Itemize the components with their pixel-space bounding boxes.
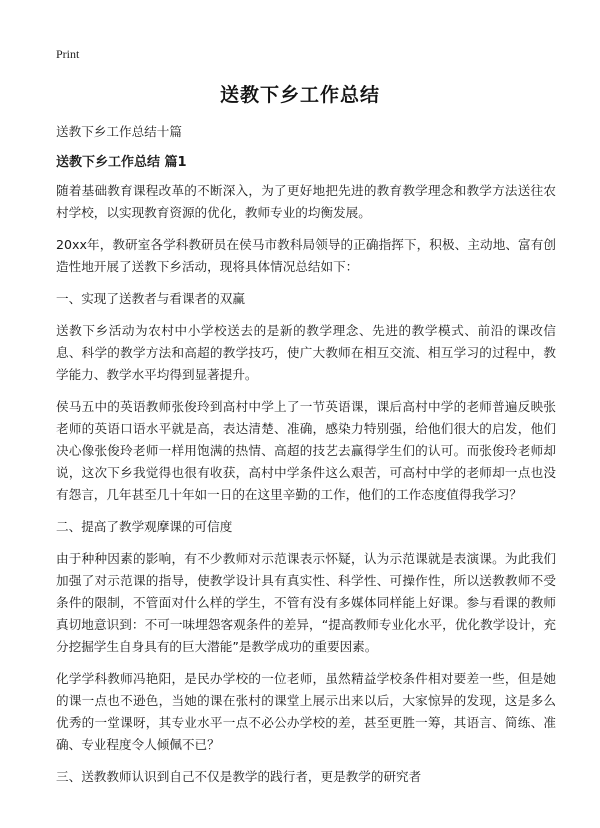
paragraph-section-1-example: 侯马五中的英语教师张俊玲到高村中学上了一节英语课，课后高村中学的老师普遍反映张老师的英语口语水平就是高，表达清楚、准确，感染力特别强，给他们很大的启发，他们决心像张俊玲老师一样用饱满的热情、高超的技艺去赢得学生们的认可。而张俊玲老师却说，这次下乡我觉得也很有收获，高村中学条件这么艰苦，可高村中学的老师却一点也没有怨言，几年甚至几十年如一日的在这里辛勤的工作，他们的工作态度值得我学习？	[56, 399, 556, 502]
paragraph-section-1-body: 送教下乡活动为农村中小学校送去的是新的教学理念、先进的教学模式、前沿的课改信息、科学的教学方法和高超的教学技巧，使广大教师在相互交流、相互学习的过程中，教学能力、教学水平均得到显著提升。	[56, 323, 556, 382]
paragraph-intro: 随着基础教育课程改革的不断深入，为了更好地把先进的教育教学理念和教学方法送往农村学校，以实现教育资源的优化，教师专业的均衡发展。	[56, 183, 556, 220]
section-heading-2: 二、提高了教学观摩课的可信度	[56, 519, 233, 534]
paragraph-section-2-example: 化学学科教师冯艳阳，是民办学校的一位老师，虽然精益学校条件相对要差一些，但是她的课一点也不逊色，当她的课在张村的课堂上展示出来以后，大家惊异的发现，这是多么优秀的一堂课呀，其专业水平一点不必公办学校的差，甚至更胜一筹，其语言、简练、准确、专业程度令人倾佩不已？	[56, 671, 556, 752]
document-subtitle: 送教下乡工作总结十篇	[56, 124, 182, 139]
document-body	[56, 121, 556, 798]
section-heading-3: 三、送教教师认识到自己不仅是教学的践行者，更是教学的研究者	[56, 769, 422, 784]
page-title: 送教下乡工作总结	[219, 84, 380, 106]
section-heading-1: 一、实现了送教者与看课者的双赢	[56, 291, 245, 306]
article-heading: 送教下乡工作总结 篇1	[56, 155, 187, 170]
paragraph-overview: 20xx年，教研室各学科教研员在侯马市教科局领导的正确指挥下，积极、主动地、富有创造性地开展了送教下乡活动，现将具体情况总结如下：	[56, 237, 556, 274]
print-link[interactable]: Print	[56, 47, 80, 61]
paragraph-section-2-body: 由于种种因素的影响，有不少教师对示范课表示怀疑，认为示范课就是表演课。为此我们加强了对示范课的指导，使教学设计具有真实性、科学性、可操作性，所以送教教师不受条件的限制，不管面对什么样的学生，不管有没有多媒体同样能上好课。参与看课的教师真切地意识到：不可一味埋怨客观条件的差异，“提高教师专业化水平，优化教学设计，充分挖掘学生自身具有的巨大潜能”是教学成功的重要因素。	[56, 551, 556, 654]
